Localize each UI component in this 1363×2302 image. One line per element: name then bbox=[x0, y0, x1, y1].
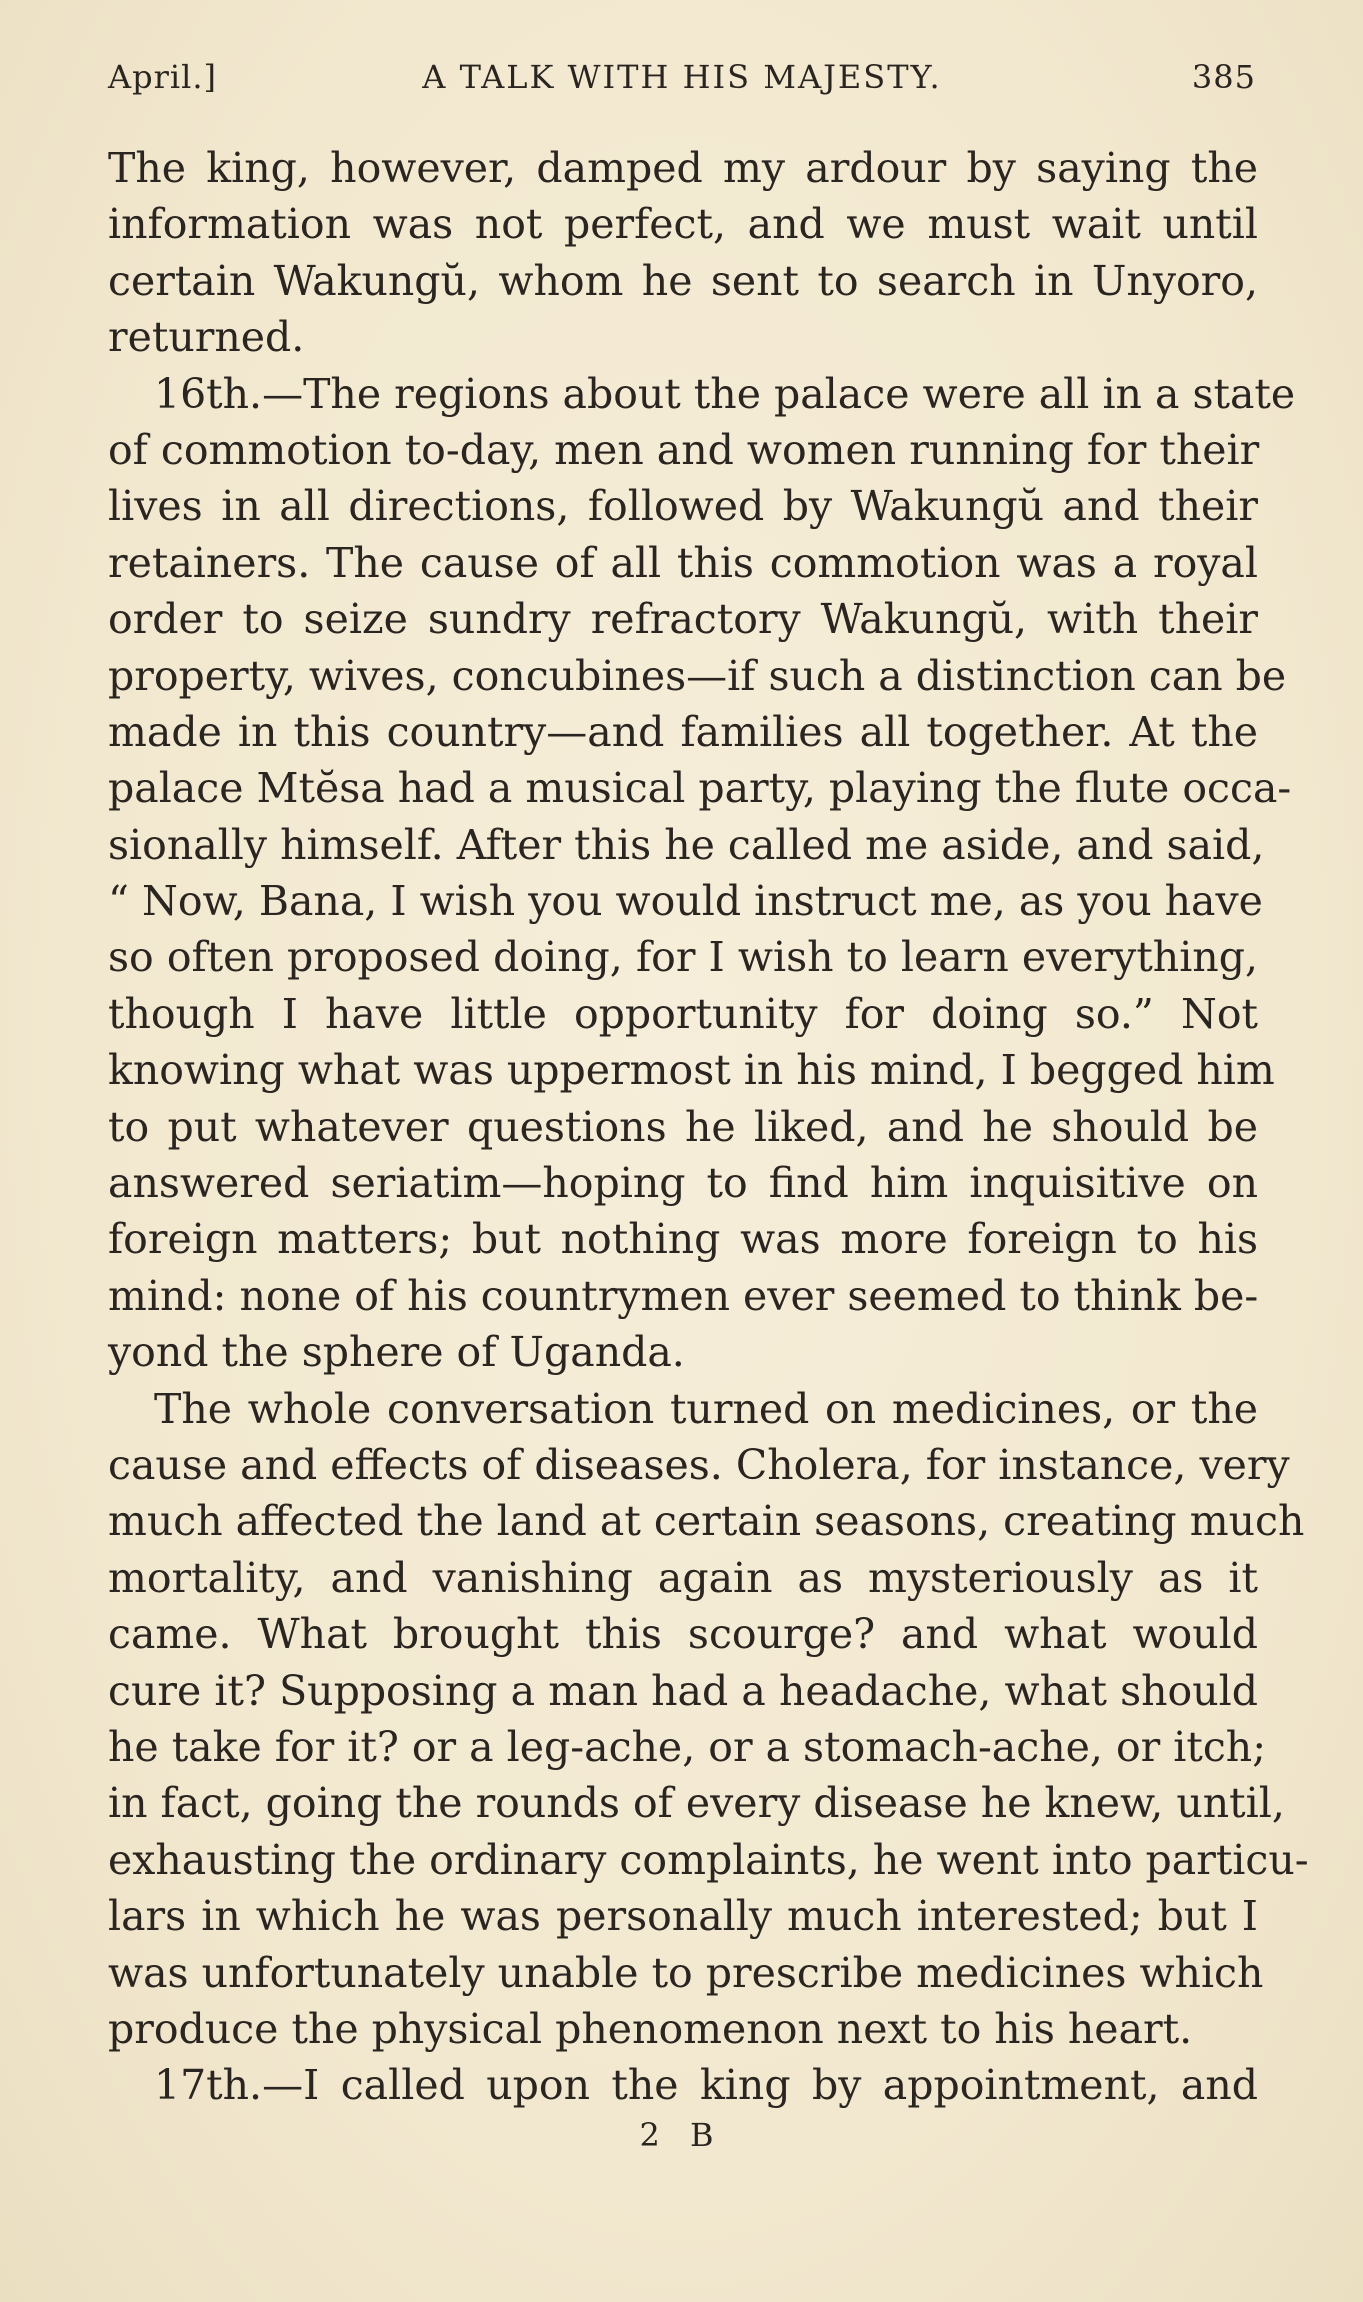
header-month: April.] bbox=[108, 58, 218, 96]
text-line: foreign matters; but nothing was more foreign to his bbox=[108, 1215, 1258, 1264]
text-line: of commotion to-day, men and women running for their bbox=[108, 425, 1260, 474]
text-line: property, wives, concubines—if such a distinction can be bbox=[108, 651, 1287, 700]
text-line: information was not perfect, and we must wait until bbox=[108, 200, 1258, 249]
text-line: The whole conversation turned on medicines, or the bbox=[154, 1384, 1258, 1433]
text-line: though I have little opportunity for doing so.” Not bbox=[108, 989, 1258, 1038]
text-line: cure it? Supposing a man had a headache, what should bbox=[108, 1666, 1258, 1715]
header-title: A TALK WITH HIS MAJESTY. bbox=[422, 58, 942, 96]
text-line: exhausting the ordinary complaints, he went into particu- bbox=[108, 1835, 1309, 1884]
text-line: he take for it? or a leg-ache, or a stomach-ache, or itch; bbox=[108, 1722, 1267, 1771]
text-line: returned. bbox=[108, 313, 305, 362]
text-line: made in this country—and families all together. At the bbox=[108, 707, 1258, 756]
running-header bbox=[108, 58, 1256, 108]
text-line: palace Mtĕsa had a musical party, playing the flute occa- bbox=[108, 764, 1292, 813]
text-line: to put whatever questions he liked, and he should be bbox=[108, 1102, 1258, 1151]
text-line: yond the sphere of Uganda. bbox=[108, 1328, 685, 1377]
text-line: order to seize sundry refractory Wakungŭ, with their bbox=[108, 595, 1258, 644]
text-line: retainers. The cause of all this commotion was a royal bbox=[108, 538, 1258, 587]
text-line: lars in which he was personally much interested; but I bbox=[108, 1892, 1258, 1941]
text-line: so often proposed doing, for I wish to learn everything, bbox=[108, 933, 1258, 982]
body-text bbox=[108, 140, 1309, 2114]
page-number: 385 bbox=[1191, 58, 1256, 96]
text-line: answered seriatim—hoping to find him inquisitive on bbox=[108, 1159, 1258, 1208]
text-line: came. What brought this scourge? and what would bbox=[108, 1610, 1258, 1659]
text-line: 17th.—I called upon the king by appointment, and bbox=[154, 2061, 1258, 2110]
text-line: The king, however, damped my ardour by saying the bbox=[108, 144, 1258, 192]
text-line: sionally himself. After this he called me aside, and said, bbox=[108, 820, 1265, 869]
text-line: knowing what was uppermost in his mind, I begged him bbox=[108, 1046, 1275, 1095]
text-line: in fact, going the rounds of every disease he knew, until, bbox=[108, 1779, 1285, 1828]
text-line: certain Wakungŭ, whom he sent to search in Unyoro, bbox=[108, 256, 1258, 305]
text-line: cause and effects of diseases. Cholera, for instance, very bbox=[108, 1440, 1290, 1489]
text-line: mortality, and vanishing again as mysteriously as it bbox=[108, 1553, 1258, 1602]
text-line: much affected the land at certain seasons, creating much bbox=[108, 1497, 1305, 1546]
text-line: “ Now, Bana, I wish you would instruct me, as you have bbox=[108, 877, 1263, 926]
text-line: 16th.—The regions about the palace were all in a state bbox=[154, 369, 1296, 418]
text-line: lives in all directions, followed by Wakungŭ and their bbox=[108, 482, 1258, 531]
text-line: produce the physical phenomenon next to his heart. bbox=[108, 2004, 1193, 2053]
text-line: was unfortunately unable to prescribe medicines which bbox=[108, 1948, 1264, 1997]
signature-mark: 2 B bbox=[639, 2116, 724, 2154]
text-line: mind: none of his countrymen ever seemed to think be- bbox=[108, 1271, 1259, 1320]
